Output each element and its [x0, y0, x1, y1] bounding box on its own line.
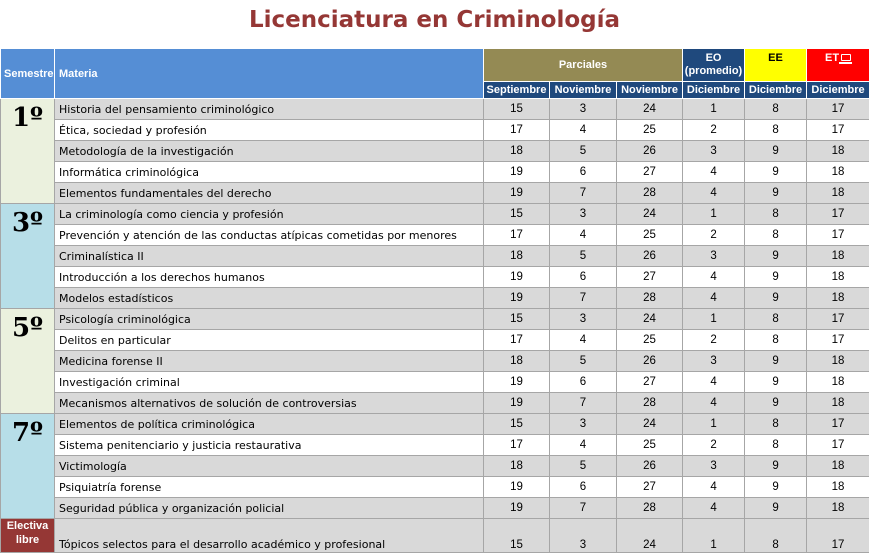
- subject-name: Seguridad pública y organización policial: [55, 498, 484, 519]
- table-row: [1, 393, 869, 414]
- table-row: [1, 183, 869, 204]
- electiva-label-line2: libre: [15, 534, 40, 546]
- date-eo: 3: [683, 456, 745, 477]
- date-noviembre-1: 3: [550, 204, 617, 225]
- date-noviembre-1: 3: [550, 519, 617, 553]
- table-row: [1, 351, 869, 372]
- date-eo: 4: [683, 498, 745, 519]
- date-ee: 9: [745, 162, 807, 183]
- subject-name: Elementos de política criminológica: [55, 414, 484, 435]
- table-row: [1, 477, 869, 498]
- date-noviembre-1: 5: [550, 456, 617, 477]
- date-eo: 2: [683, 435, 745, 456]
- semester-label: 3º: [1, 204, 55, 309]
- date-et: 17: [807, 414, 869, 435]
- date-ee: 9: [745, 183, 807, 204]
- date-et: 17: [807, 309, 869, 330]
- date-septiembre: 17: [484, 435, 550, 456]
- date-noviembre-2: 25: [617, 435, 683, 456]
- date-ee: 9: [745, 477, 807, 498]
- date-noviembre-2: 25: [617, 330, 683, 351]
- date-et: 17: [807, 519, 869, 553]
- table-row: [1, 456, 869, 477]
- date-noviembre-1: 3: [550, 414, 617, 435]
- date-et: 17: [807, 99, 869, 120]
- date-septiembre: 19: [484, 393, 550, 414]
- table-row: [1, 99, 869, 120]
- date-ee: 9: [745, 498, 807, 519]
- table-row: [1, 120, 869, 141]
- date-noviembre-1: 7: [550, 288, 617, 309]
- subject-name: Investigación criminal: [55, 372, 484, 393]
- date-eo: 2: [683, 330, 745, 351]
- table-row-electiva: [1, 519, 869, 553]
- schedule-table: [0, 48, 869, 553]
- electiva-label-line1: Electiva: [6, 520, 49, 532]
- semester-label: 7º: [1, 414, 55, 519]
- date-noviembre-1: 4: [550, 120, 617, 141]
- header-semestre: Semestre: [1, 49, 55, 99]
- subject-name: Tópicos selectos para el desarrollo académico y profesional: [55, 519, 484, 553]
- date-noviembre-2: 28: [617, 393, 683, 414]
- subject-name: Delitos en particular: [55, 330, 484, 351]
- date-et: 17: [807, 435, 869, 456]
- date-et: 18: [807, 477, 869, 498]
- date-septiembre: 19: [484, 288, 550, 309]
- date-noviembre-2: 27: [617, 477, 683, 498]
- date-noviembre-1: 4: [550, 225, 617, 246]
- date-et: 18: [807, 246, 869, 267]
- date-noviembre-1: 4: [550, 330, 617, 351]
- date-ee: 9: [745, 141, 807, 162]
- subject-name: Criminalística II: [55, 246, 484, 267]
- date-noviembre-1: 5: [550, 351, 617, 372]
- date-eo: 3: [683, 351, 745, 372]
- date-septiembre: 15: [484, 99, 550, 120]
- subject-name: Prevención y atención de las conductas atípicas cometidas por menores: [55, 225, 484, 246]
- date-noviembre-2: 27: [617, 372, 683, 393]
- date-noviembre-1: 5: [550, 246, 617, 267]
- header-diciembre-ee: Diciembre: [745, 82, 807, 99]
- date-ee: 8: [745, 120, 807, 141]
- date-ee: 8: [745, 204, 807, 225]
- date-septiembre: 19: [484, 477, 550, 498]
- subject-name: Psiquiatría forense: [55, 477, 484, 498]
- date-noviembre-2: 25: [617, 120, 683, 141]
- date-eo: 1: [683, 204, 745, 225]
- date-et: 18: [807, 498, 869, 519]
- date-noviembre-1: 6: [550, 477, 617, 498]
- table-row: [1, 498, 869, 519]
- subject-name: Modelos estadísticos: [55, 288, 484, 309]
- table-row: [1, 267, 869, 288]
- subject-name: Mecanismos alternativos de solución de controversias: [55, 393, 484, 414]
- date-et: 18: [807, 351, 869, 372]
- subject-name: Psicología criminológica: [55, 309, 484, 330]
- date-noviembre-2: 24: [617, 204, 683, 225]
- header-materia: Materia: [55, 49, 484, 99]
- date-eo: 3: [683, 141, 745, 162]
- date-noviembre-1: 6: [550, 162, 617, 183]
- date-noviembre-1: 3: [550, 309, 617, 330]
- subject-name: La criminología como ciencia y profesión: [55, 204, 484, 225]
- date-et: 18: [807, 162, 869, 183]
- table-row: [1, 288, 869, 309]
- subject-name: Victimología: [55, 456, 484, 477]
- date-et: 18: [807, 288, 869, 309]
- header-noviembre-1: Noviembre: [550, 82, 617, 99]
- date-noviembre-2: 26: [617, 246, 683, 267]
- date-ee: 8: [745, 435, 807, 456]
- date-eo: 2: [683, 120, 745, 141]
- date-ee: 9: [745, 267, 807, 288]
- date-noviembre-2: 26: [617, 141, 683, 162]
- table-row: [1, 414, 869, 435]
- date-ee: 8: [745, 225, 807, 246]
- date-noviembre-2: 26: [617, 456, 683, 477]
- header-et: [807, 49, 869, 82]
- table-row: [1, 246, 869, 267]
- date-ee: 9: [745, 372, 807, 393]
- date-ee: 9: [745, 456, 807, 477]
- date-septiembre: 15: [484, 414, 550, 435]
- date-ee: 9: [745, 351, 807, 372]
- table-row: [1, 162, 869, 183]
- date-noviembre-1: 7: [550, 183, 617, 204]
- laptop-icon: [841, 54, 851, 61]
- table-row: [1, 141, 869, 162]
- subject-name: Ética, sociedad y profesión: [55, 120, 484, 141]
- date-septiembre: 19: [484, 162, 550, 183]
- subject-name: Elementos fundamentales del derecho: [55, 183, 484, 204]
- header-ee: EE: [745, 49, 807, 82]
- table-row: [1, 204, 869, 225]
- date-eo: 4: [683, 393, 745, 414]
- date-eo: 3: [683, 246, 745, 267]
- date-et: 18: [807, 372, 869, 393]
- subject-name: Historia del pensamiento criminológico: [55, 99, 484, 120]
- subject-name: Introducción a los derechos humanos: [55, 267, 484, 288]
- date-et: 18: [807, 393, 869, 414]
- date-noviembre-1: 4: [550, 435, 617, 456]
- date-ee: 9: [745, 246, 807, 267]
- date-et: 17: [807, 330, 869, 351]
- date-noviembre-1: 3: [550, 99, 617, 120]
- date-et: 17: [807, 204, 869, 225]
- electiva-label: [1, 519, 55, 553]
- date-eo: 4: [683, 477, 745, 498]
- date-septiembre: 17: [484, 225, 550, 246]
- date-noviembre-2: 28: [617, 288, 683, 309]
- header-diciembre-eo: Diciembre: [683, 82, 745, 99]
- date-ee: 9: [745, 393, 807, 414]
- date-eo: 4: [683, 288, 745, 309]
- date-et: 18: [807, 141, 869, 162]
- date-noviembre-2: 26: [617, 351, 683, 372]
- date-septiembre: 19: [484, 267, 550, 288]
- date-noviembre-1: 5: [550, 141, 617, 162]
- date-ee: 8: [745, 414, 807, 435]
- date-et: 17: [807, 225, 869, 246]
- date-noviembre-2: 24: [617, 519, 683, 553]
- header-et-label: ET: [824, 52, 840, 64]
- date-ee: 8: [745, 330, 807, 351]
- date-eo: 4: [683, 372, 745, 393]
- date-septiembre: 18: [484, 141, 550, 162]
- subject-name: Metodología de la investigación: [55, 141, 484, 162]
- header-septiembre: Septiembre: [484, 82, 550, 99]
- date-septiembre: 15: [484, 519, 550, 553]
- table-row: [1, 309, 869, 330]
- date-septiembre: 15: [484, 204, 550, 225]
- date-noviembre-2: 24: [617, 99, 683, 120]
- table-body: [1, 99, 869, 553]
- date-ee: 8: [745, 99, 807, 120]
- date-septiembre: 19: [484, 372, 550, 393]
- table-row: [1, 435, 869, 456]
- semester-label: 5º: [1, 309, 55, 414]
- date-noviembre-2: 28: [617, 498, 683, 519]
- header-parciales: Parciales: [484, 49, 683, 82]
- date-ee: 8: [745, 519, 807, 553]
- date-septiembre: 17: [484, 120, 550, 141]
- date-septiembre: 18: [484, 246, 550, 267]
- semester-label: 1º: [1, 99, 55, 204]
- date-eo: 1: [683, 309, 745, 330]
- date-eo: 4: [683, 267, 745, 288]
- date-eo: 4: [683, 162, 745, 183]
- date-noviembre-2: 27: [617, 162, 683, 183]
- header-eo-label: EO: [705, 52, 722, 64]
- date-eo: 2: [683, 225, 745, 246]
- table-row: [1, 330, 869, 351]
- table-row: [1, 225, 869, 246]
- date-eo: 1: [683, 414, 745, 435]
- date-noviembre-1: 7: [550, 498, 617, 519]
- date-noviembre-2: 24: [617, 309, 683, 330]
- date-septiembre: 18: [484, 456, 550, 477]
- date-eo: 1: [683, 99, 745, 120]
- date-et: 18: [807, 183, 869, 204]
- date-eo: 4: [683, 183, 745, 204]
- subject-name: Medicina forense II: [55, 351, 484, 372]
- date-noviembre-1: 6: [550, 372, 617, 393]
- header-eo: [683, 49, 745, 82]
- date-noviembre-1: 7: [550, 393, 617, 414]
- header-diciembre-et: Diciembre: [807, 82, 869, 99]
- date-noviembre-1: 6: [550, 267, 617, 288]
- date-noviembre-2: 24: [617, 414, 683, 435]
- subject-name: Informática criminológica: [55, 162, 484, 183]
- date-septiembre: 18: [484, 351, 550, 372]
- date-ee: 9: [745, 288, 807, 309]
- date-et: 18: [807, 267, 869, 288]
- header-eo-sub: (promedio): [684, 65, 743, 77]
- date-septiembre: 17: [484, 330, 550, 351]
- date-septiembre: 19: [484, 183, 550, 204]
- table-row: [1, 372, 869, 393]
- date-eo: 1: [683, 519, 745, 553]
- date-et: 17: [807, 120, 869, 141]
- date-septiembre: 15: [484, 309, 550, 330]
- date-noviembre-2: 27: [617, 267, 683, 288]
- subject-name: Sistema penitenciario y justicia restaurativa: [55, 435, 484, 456]
- date-ee: 8: [745, 309, 807, 330]
- page-title: Licenciatura en Criminología: [248, 7, 621, 33]
- date-noviembre-2: 28: [617, 183, 683, 204]
- date-noviembre-2: 25: [617, 225, 683, 246]
- header-noviembre-2: Noviembre: [617, 82, 683, 99]
- date-et: 18: [807, 456, 869, 477]
- date-septiembre: 19: [484, 498, 550, 519]
